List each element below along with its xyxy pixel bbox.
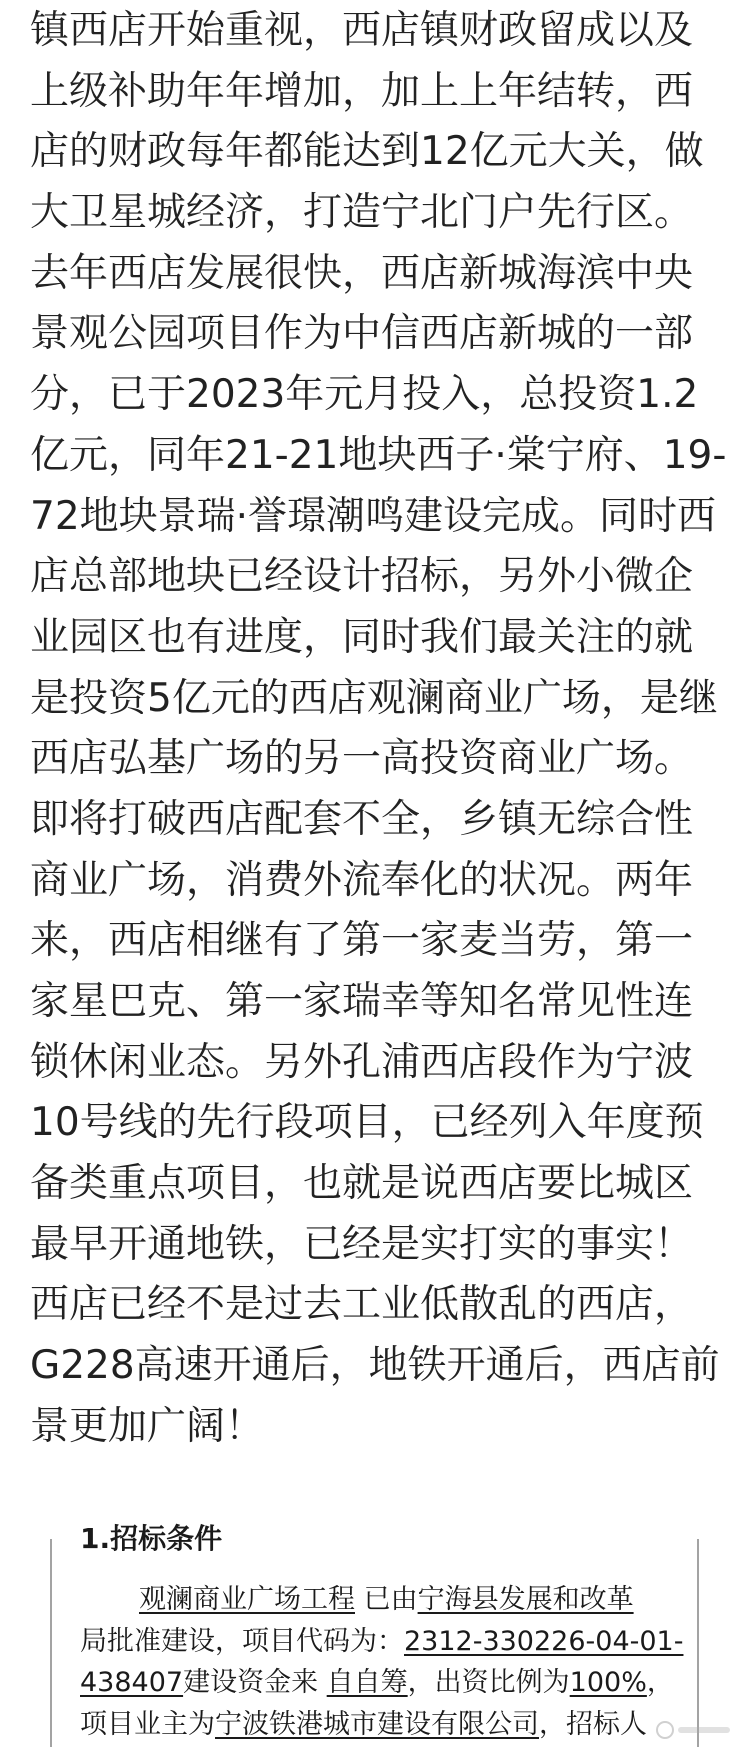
- tender-line: [80, 1621, 690, 1663]
- tender-filled-field: 100%: [569, 1667, 647, 1698]
- attachment-image[interactable]: [0, 1522, 750, 1747]
- post-text-line: G228高速开通后，地铁开通后，西店前: [30, 1343, 720, 1389]
- post-text-line: 亿元，同年21-21地块西子·棠宁府、19-: [30, 432, 727, 478]
- post-text-line: 西店弘基广场的另一高投资商业广场。: [30, 736, 694, 782]
- tender-line: [80, 1662, 690, 1704]
- post-text-line: 10号线的先行段项目，已经列入年度预: [30, 1100, 704, 1146]
- tender-filled-field: 438407: [80, 1667, 184, 1698]
- post-text-line: 西店已经不是过去工业低散乱的西店，: [30, 1282, 694, 1328]
- watermark-mark: [678, 1727, 730, 1733]
- tender-filled-field: 宁海县发展和改革: [417, 1584, 634, 1615]
- document-right-border: [697, 1539, 699, 1747]
- tender-conditions-text: [80, 1579, 690, 1745]
- post-text-line: 业园区也有进度，同时我们最关注的就: [30, 614, 694, 660]
- tender-filled-field: 2312-330226-04-01-: [404, 1625, 684, 1657]
- tender-text: 建设资金来: [183, 1667, 327, 1698]
- post-text-line: 来，西店相继有了第一家麦当劳，第一: [30, 918, 694, 964]
- tender-filled-field: 宁波铁港城市建设有限公司: [215, 1708, 539, 1740]
- tender-text: 项目业主为: [80, 1708, 215, 1740]
- post-text-line: 店的财政每年都能达到12亿元大关，做: [30, 129, 704, 175]
- post-text-line: 镇西店开始重视，西店镇财政留成以及: [30, 8, 694, 53]
- tender-line: [80, 1704, 690, 1746]
- post-text-line: 商业广场，消费外流奉化的状况。两年: [30, 857, 694, 903]
- tender-text: ，: [646, 1667, 674, 1698]
- post-text-line: 景观公园项目作为中信西店新城的一部: [30, 311, 694, 357]
- tender-filled-field: 自自筹: [326, 1667, 408, 1698]
- post-text-line: 备类重点项目，也就是说西店要比城区: [30, 1161, 694, 1207]
- post-text-line: 景更加广阔！: [30, 1403, 265, 1449]
- tender-text: ，出资比例为: [407, 1667, 570, 1698]
- post-text-line: 大卫星城经济，打造宁北门户先行区。: [30, 190, 694, 236]
- post-body-text: [30, 1, 745, 1458]
- tender-line: [80, 1579, 690, 1621]
- post-text-line: 上级补助年年增加，加上上年结转，西: [30, 68, 694, 114]
- post-text-line: 店总部地块已经设计招标，另外小微企: [30, 554, 694, 600]
- document-left-border: [50, 1539, 52, 1747]
- tender-filled-field: 观澜商业广场工程: [139, 1584, 355, 1615]
- tender-text: 已由: [355, 1584, 418, 1615]
- tender-section-heading: 1.招标条件: [80, 1522, 223, 1555]
- tender-text: 局批准建设，项目代码为：: [80, 1625, 404, 1657]
- post-text-line: 去年西店发展很快，西店新城海滨中央: [30, 250, 694, 296]
- post-text-line: 家星巴克、第一家瑞幸等知名常见性连: [30, 979, 694, 1024]
- post-text-line: 即将打破西店配套不全，乡镇无综合性: [30, 796, 694, 842]
- post-text-line: 最早开通地铁，已经是实打实的事实！: [30, 1221, 694, 1267]
- tender-text: ，招标人: [539, 1708, 647, 1740]
- post-text-line: 是投资5亿元的西店观澜商业广场，是继: [30, 675, 718, 721]
- post-text-line: 分，已于2023年元月投入，总投资1.2: [30, 372, 699, 418]
- watermark-logo-icon: [656, 1721, 674, 1739]
- post-text-line: 锁休闲业态。另外孔浦西店段作为宁波: [30, 1039, 694, 1085]
- post-text-line: 72地块景瑞·誉璟潮鸣建设完成。同时西: [30, 493, 717, 539]
